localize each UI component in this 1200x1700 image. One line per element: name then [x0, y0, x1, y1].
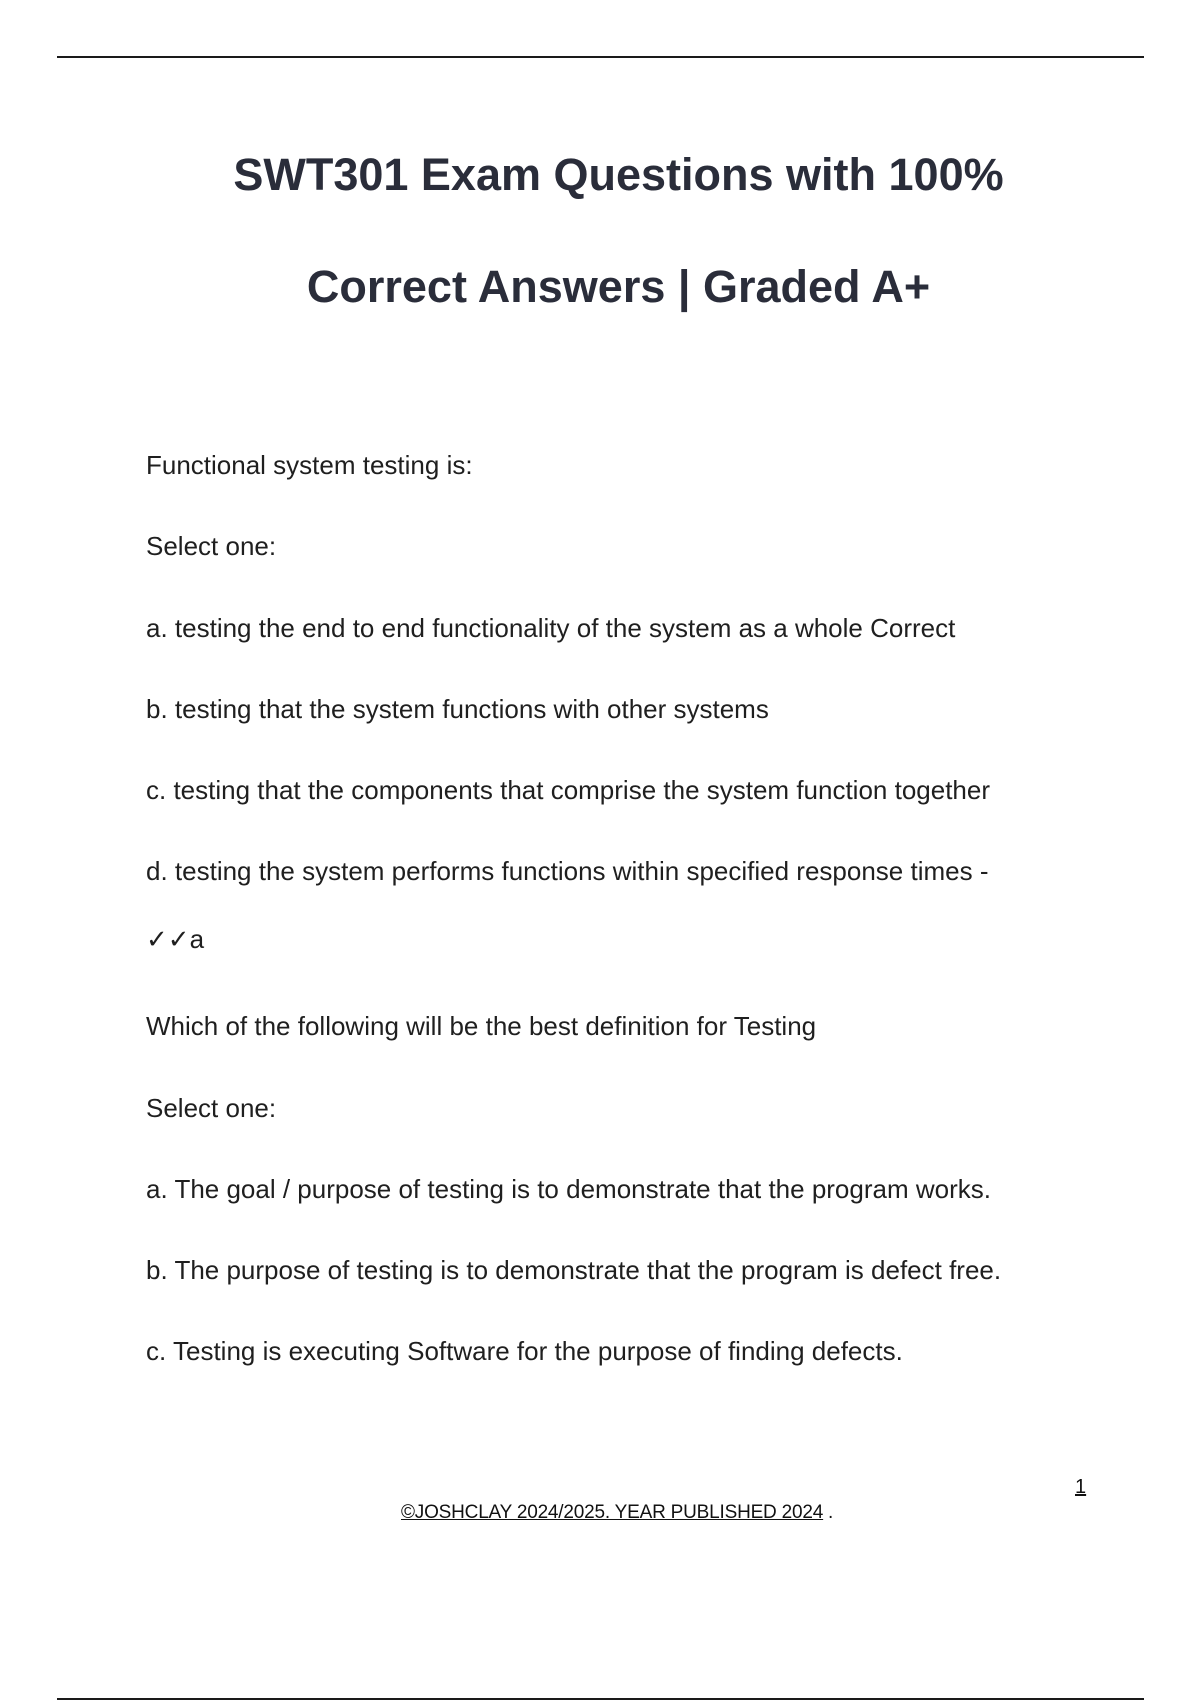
- page-number: 1: [1075, 1476, 1087, 1498]
- question-1-option-c: c. testing that the components that comprise the system function together: [146, 775, 991, 805]
- question-2-option-b: b. The purpose of testing is to demonstrate that the program is defect free.: [146, 1255, 1002, 1285]
- question-2-instruction: Select one:: [146, 1093, 277, 1123]
- question-1-option-a: a. testing the end to end functionality of the system as a whole Correct: [146, 613, 956, 643]
- question-1-option-d: d. testing the system performs functions within specified response times -: [146, 856, 989, 886]
- question-2-option-c: c. Testing is executing Software for the purpose of finding defects.: [146, 1336, 903, 1366]
- document-title-line-2: Correct Answers | Graded A+: [306, 261, 931, 312]
- question-2-prompt: Which of the following will be the best definition for Testing: [146, 1011, 817, 1041]
- copyright-footer: ©JOSHCLAY 2024/2025. YEAR PUBLISHED 2024: [401, 1502, 824, 1523]
- question-2-option-a: a. The goal / purpose of testing is to demonstrate that the program works.: [146, 1174, 991, 1204]
- copyright-footer-period: .: [828, 1502, 834, 1523]
- question-1-option-b: b. testing that the system functions with other systems: [146, 694, 769, 724]
- header-rule: [57, 56, 1144, 58]
- question-1-instruction: Select one:: [146, 531, 277, 561]
- document-title-line-1: SWT301 Exam Questions with 100%: [233, 149, 1004, 200]
- question-1-answer: ✓✓a: [146, 924, 205, 954]
- question-1-prompt: Functional system testing is:: [146, 450, 473, 480]
